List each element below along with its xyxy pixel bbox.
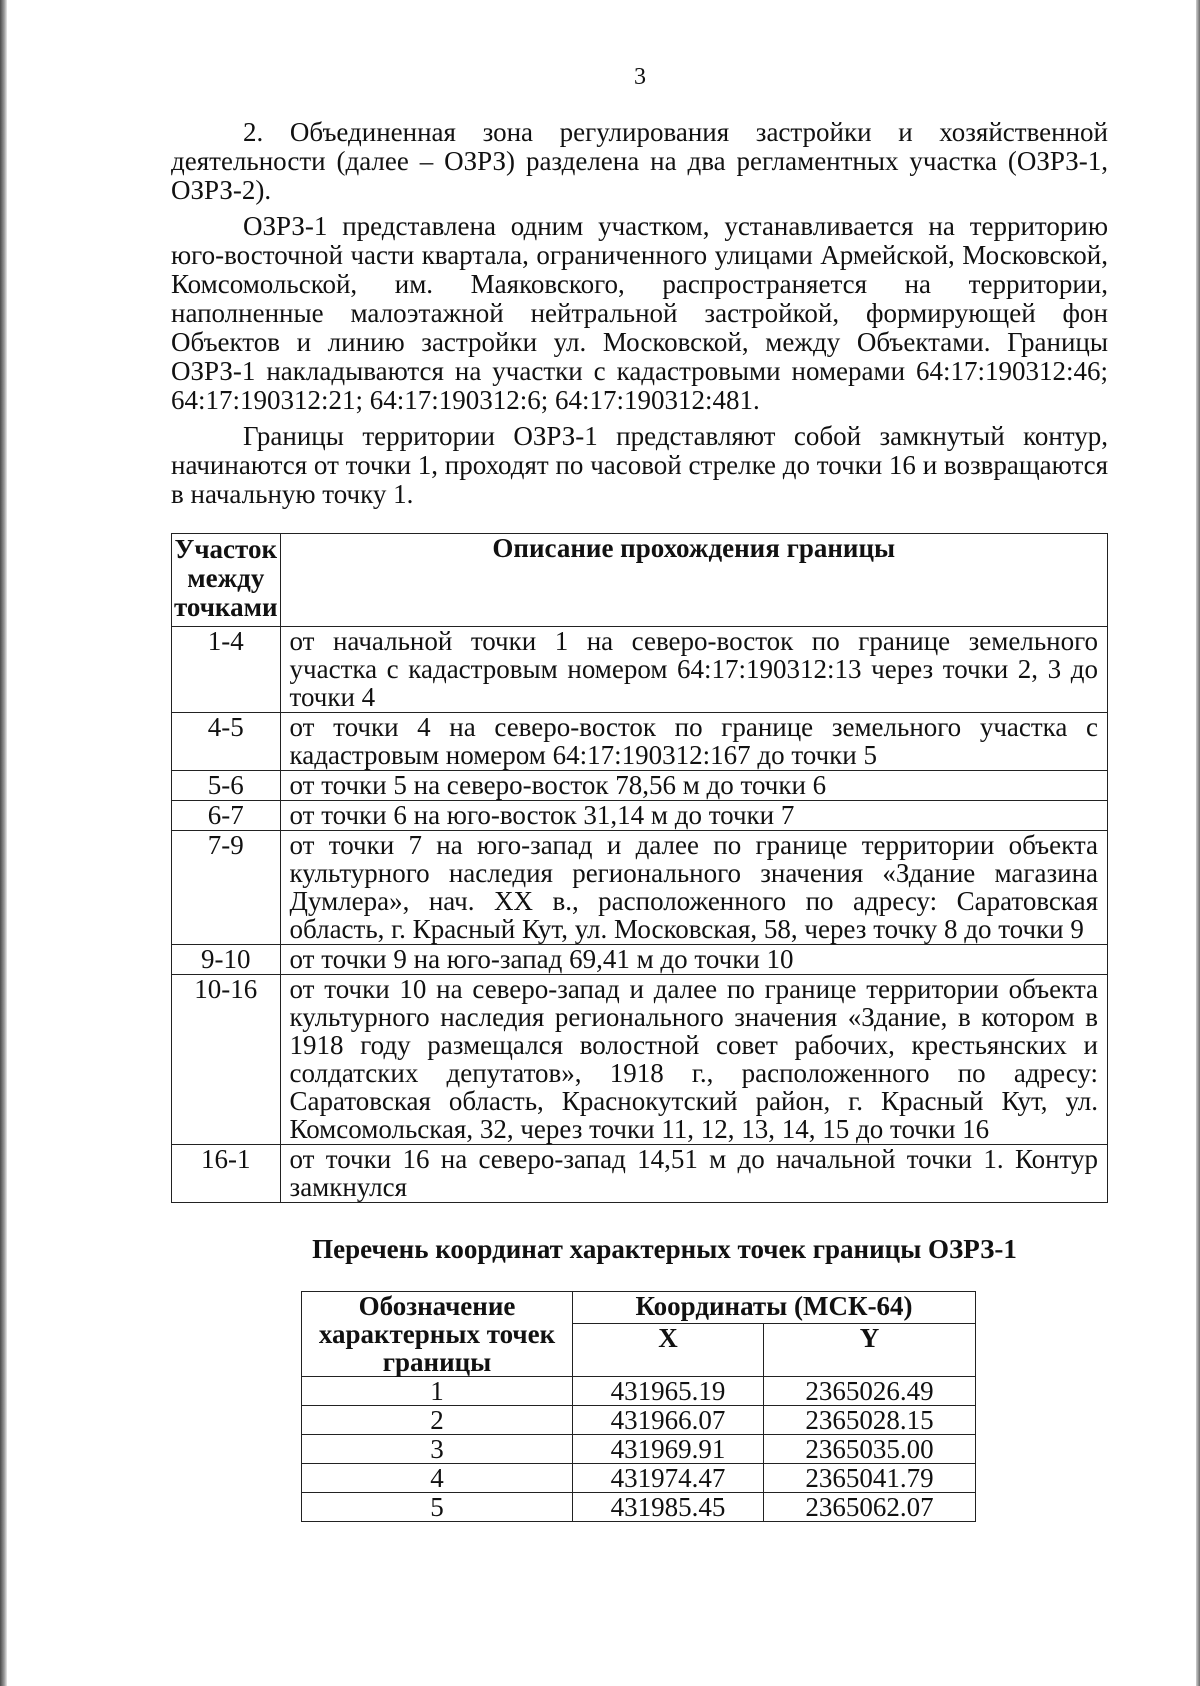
y-cell: 2365062.07	[764, 1493, 976, 1522]
segment-cell: 16-1	[172, 1145, 281, 1203]
document-body	[171, 118, 1108, 1522]
table-row	[172, 801, 1108, 831]
table-row	[172, 975, 1108, 1145]
coordinates-table	[301, 1291, 976, 1522]
scan-edge-left	[0, 0, 7, 1686]
point-column-header: Обозначение характерных точек границы	[302, 1292, 573, 1377]
x-cell: 431985.45	[573, 1493, 764, 1522]
x-cell: 431965.19	[573, 1377, 764, 1406]
y-column-header: Y	[764, 1324, 976, 1377]
paragraph-ozrz1-description: ОЗРЗ-1 представлена одним участком, устанавливается на территорию юго-восточной части квартала, ограниченного улицами Армейской, Московской, Комсомольской, им. Маяковского, распространяется на территории, наполненные малоэтажной нейтральной застройкой, формирующей фон Объектов и линию застройки ул. Московской, между Объектами. Границы ОЗРЗ-1 накладываются на участки с кадастровыми номерами 64:17:190312:46; 64:17:190312:21; 64:17:190312:6; 64:17:190312:481.	[171, 211, 1108, 415]
table-row	[302, 1435, 976, 1464]
scan-edge-right	[1196, 0, 1200, 1686]
y-cell: 2365041.79	[764, 1464, 976, 1493]
segment-column-header: Участок между точками	[172, 534, 281, 627]
segment-cell: 6-7	[172, 801, 281, 831]
x-cell: 431969.91	[573, 1435, 764, 1464]
segment-cell: 10-16	[172, 975, 281, 1145]
segment-cell: 4-5	[172, 713, 281, 771]
paragraph-ozrz-division: 2. Объединенная зона регулирования застройки и хозяйственной деятельности (далее – ОЗРЗ) разделена на два регламентных участка (ОЗРЗ-1, ОЗРЗ-2).	[171, 117, 1108, 205]
y-cell: 2365028.15	[764, 1406, 976, 1435]
segment-cell: 5-6	[172, 771, 281, 801]
y-cell: 2365026.49	[764, 1377, 976, 1406]
table-row	[172, 831, 1108, 945]
point-cell: 4	[302, 1464, 573, 1493]
table-row	[302, 1377, 976, 1406]
boundary-description-table	[171, 533, 1108, 1203]
description-cell: от точки 16 на северо-запад 14,51 м до начальной точки 1. Контур замкнулся	[280, 1145, 1107, 1203]
coordinates-title: Перечень координат характерных точек границы ОЗРЗ-1	[312, 1234, 1017, 1264]
table-row	[172, 945, 1108, 975]
table-row	[302, 1464, 976, 1493]
x-cell: 431974.47	[573, 1464, 764, 1493]
table-header-row	[172, 534, 1108, 627]
description-cell: от точки 7 на юго-запад и далее по границе территории объекта культурного наследия регионального значения «Здание магазина Думлера», нач. XX в., расположенного по адресу: Саратовская область, г. Красный Кут, ул. Московская, 58, через точку 8 до точки 9	[280, 831, 1107, 945]
segment-cell: 9-10	[172, 945, 281, 975]
x-column-header: X	[573, 1324, 764, 1377]
description-cell: от точки 10 на северо-запад и далее по границе территории объекта культурного наследия регионального значения «Здание, в котором в 1918 году размещался волостной совет рабочих, крестьянских и солдатских депутатов», 1918 г., расположенного по адресу: Саратовская область, Краснокутский район, г. Красный Кут, ул. Комсомольская, 32, через точки 11, 12, 13, 14, 15 до точки 16	[280, 975, 1107, 1145]
point-cell: 3	[302, 1435, 573, 1464]
table-row	[172, 1145, 1108, 1203]
table-row	[302, 1406, 976, 1435]
description-cell: от точки 6 на юго-восток 31,14 м до точки 7	[280, 801, 1107, 831]
point-cell: 5	[302, 1493, 573, 1522]
y-cell: 2365035.00	[764, 1435, 976, 1464]
description-cell: от точки 4 на северо-восток по границе земельного участка с кадастровым номером 64:17:190312:167 до точки 5	[280, 713, 1107, 771]
segment-cell: 7-9	[172, 831, 281, 945]
description-cell: от точки 5 на северо-восток 78,56 м до точки 6	[280, 771, 1107, 801]
table-row	[172, 713, 1108, 771]
page-number: 3	[634, 64, 646, 90]
coords-group-header: Координаты (МСК-64)	[573, 1292, 976, 1324]
x-cell: 431966.07	[573, 1406, 764, 1435]
point-cell: 1	[302, 1377, 573, 1406]
table-row	[172, 627, 1108, 713]
description-cell: от точки 9 на юго-запад 69,41 м до точки 10	[280, 945, 1107, 975]
coord-header-row	[302, 1292, 976, 1324]
description-cell: от начальной точки 1 на северо-восток по границе земельного участка с кадастровым номером 64:17:190312:13 через точки 2, 3 до точки 4	[280, 627, 1107, 713]
description-column-header: Описание прохождения границы	[280, 534, 1107, 627]
paragraph-boundary-contour: Границы территории ОЗРЗ-1 представляют собой замкнутый контур, начинаются от точки 1, проходят по часовой стрелке до точки 16 и возвращаются в начальную точку 1.	[171, 421, 1108, 509]
segment-cell: 1-4	[172, 627, 281, 713]
table-row	[302, 1493, 976, 1522]
table-row	[172, 771, 1108, 801]
point-cell: 2	[302, 1406, 573, 1435]
